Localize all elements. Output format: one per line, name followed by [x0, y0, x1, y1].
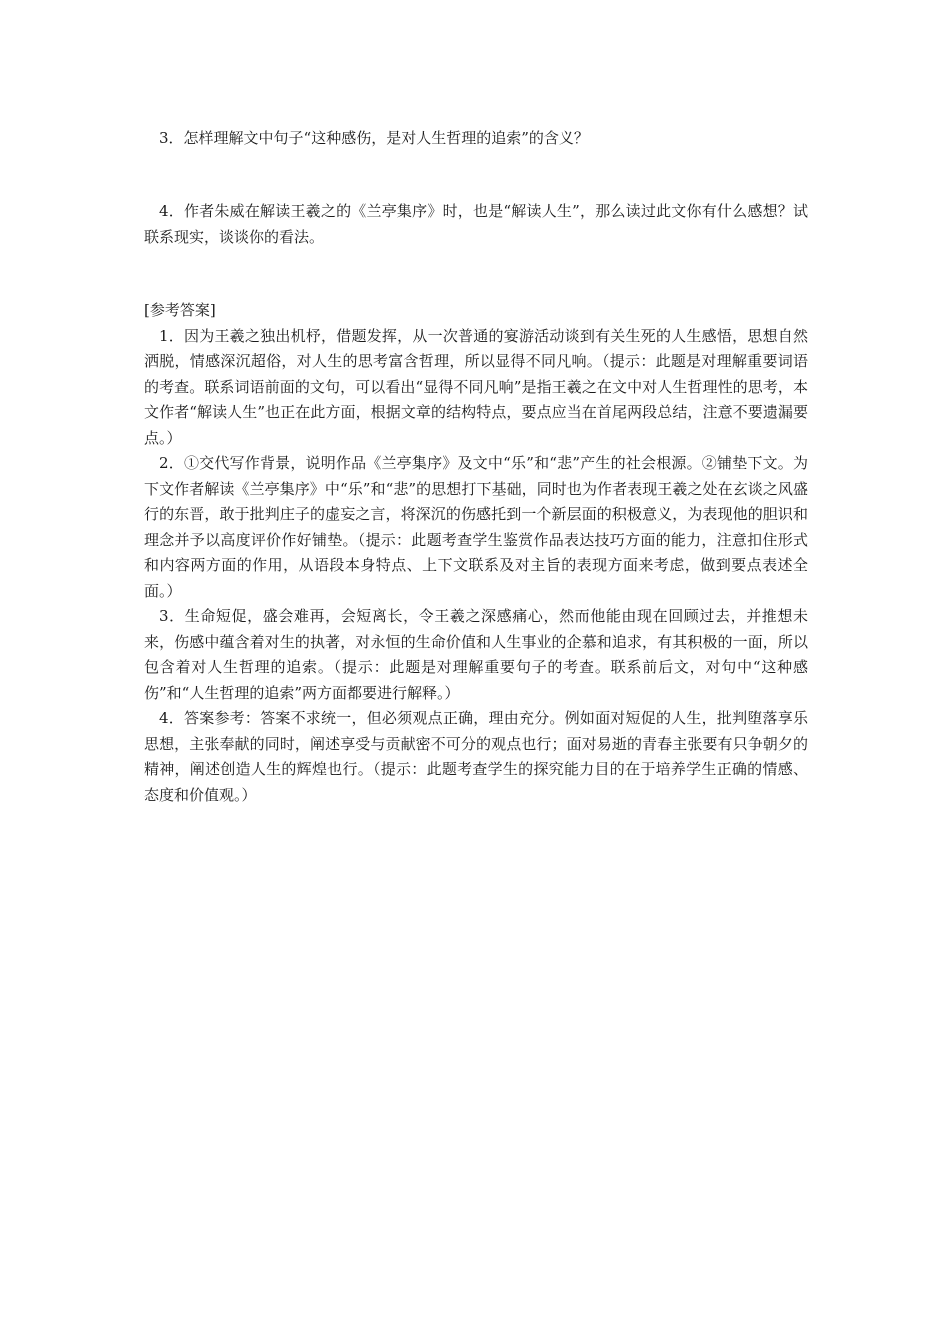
answers-heading: [参考答案] [144, 301, 216, 319]
question-4: 4．作者朱威在解读王羲之的《兰亭集序》时，也是“解读人生”，那么读过此文你有什么感想？试联系现实，谈谈你的看法。 [144, 202, 808, 246]
answer-1: 1．因为王羲之独出机杼，借题发挥，从一次普通的宴游活动谈到有关生死的人生感悟，思想自然洒脱，情感深沉超俗，对人生的思考富含哲理，所以显得不同凡响。（提示：此题是对理解重要词语的考查。联系词语前面的文句，可以看出“显得不同凡响”是指王羲之在文中对人生哲理性的思考，本文作者“解读人生”也正在此方面，根据文章的结构特点，要点应当在首尾两段总结，注意不要遗漏要点。） [144, 326, 808, 447]
question-3: 3．怎样理解文中句子“这种感伤，是对人生哲理的追索”的含义？ [159, 129, 589, 147]
answer-2: 2．①交代写作背景，说明作品《兰亭集序》及文中“乐”和“悲”产生的社会根源。②铺垫下文。为下文作者解读《兰亭集序》中“乐”和“悲”的思想打下基础，同时也为作者表现王羲之处在玄谈之风盛行的东晋，敢于批判庄子的虚妄之言，将深沉的伤感托到一个新层面的积极意义，为表现他的胆识和理念并予以高度评价作好铺垫。（提示：此题考查学生鉴赏作品表达技巧方面的能力，注意扣住形式和内容两方面的作用，从语段本身特点、上下文联系及对主旨的表现方面来考虑，做到要点表述全面。） [144, 454, 808, 600]
reference-answers [144, 298, 808, 808]
answer-4: 4．答案参考：答案不求统一，但必须观点正确，理由充分。例如面对短促的人生，批判堕落享乐思想，主张奉献的同时，阐述享受与贡献密不可分的观点也行；面对易逝的青春主张要有只争朝夕的精神，阐述创造人生的辉煌也行。（提示：此题考查学生的探究能力目的在于培养学生正确的情感、态度和价值观。） [144, 709, 808, 804]
answer-3: 3．生命短促，盛会难再，会短离长，令王羲之深感痛心，然而他能由现在回顾过去，并推想未来，伤感中蕴含着对生的执著，对永恒的生命价值和人生事业的企慕和追求，有其积极的一面，所以包含着对人生哲理的追索。（提示：此题是对理解重要句子的考查。联系前后文，对句中“这种感伤”和“人生哲理的追索”两方面都要进行解释。） [144, 607, 808, 702]
